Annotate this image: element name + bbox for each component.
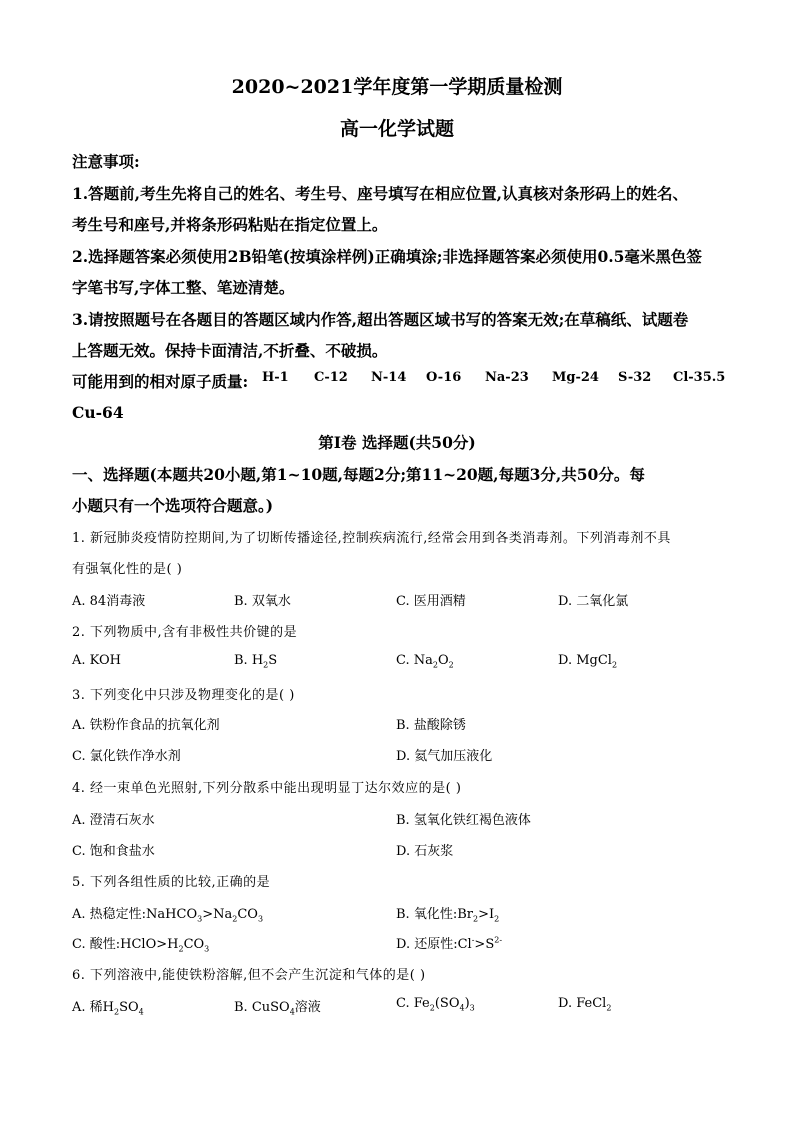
notice-item-1a: 1.答题前,考生先将自己的姓名、考生号、座号填写在相应位置,认真核对条形码上的姓名、 (72, 184, 688, 203)
question-4-stem: 4. 经一束单色光照射,下列分散系中能出现明显丁达尔效应的是( ) (72, 781, 462, 796)
question-3-option-a: A. 铁粉作食品的抗氧化剂 (72, 718, 220, 733)
question-5-option-a: A. 热稳定性$:NaHCO_3>Na_2CO_3$ (72, 907, 264, 924)
notice-item-3b: 上答题无效。保持卡面清洁,不折叠、不破损。 (72, 341, 388, 360)
question-5-option-d: D. 还原性$:Cl^->S^{2-}$ (396, 935, 503, 952)
question-1-stem-b: 有强氧化性的是( ) (72, 562, 183, 577)
question-2-option-d: D. MgCl$_2$ (558, 653, 618, 670)
question-6-option-c: C. $Fe_2(SO_4)_3$ (396, 996, 475, 1013)
question-5-option-c: C. 酸性$:HClO>H_2CO_3$ (72, 937, 210, 954)
question-3-stem: 3. 下列变化中只涉及物理变化的是( ) (72, 688, 295, 703)
exam-subtitle: 高一化学试题 (339, 118, 454, 140)
atomic-mass-n: N-14 (371, 370, 407, 385)
atomic-mass-na: Na-23 (485, 370, 529, 385)
notice-item-2a: 2.选择题答案必须使用2B铅笔(按填涂样例)正确填涂;非选择题答案必须使用0.5毫米黑色签 (72, 247, 702, 266)
question-4-option-a: A. 澄清石灰水 (72, 813, 155, 828)
question-3-option-b: B. 盐酸除锈 (396, 718, 466, 733)
notice-item-3a: 3.请按照题号在各题目的答题区域内作答,超出答题区域书写的答案无效;在草稿纸、试题卷 (72, 310, 689, 329)
question-1-option-c: C. 医用酒精 (396, 594, 466, 609)
question-6-stem: 6. 下列溶液中,能使铁粉溶解,但不会产生沉淀和气体的是( ) (72, 968, 426, 983)
atomic-mass-mg: Mg-24 (552, 370, 599, 385)
question-3-option-c: C. 氯化铁作净水剂 (72, 749, 181, 764)
notice-item-2b: 字笔书写,字体工整、笔迹清楚。 (72, 278, 295, 297)
question-3-option-d: D. 氦气加压液化 (396, 749, 493, 764)
section-title: 第Ⅰ卷 选择题(共50分) (318, 433, 476, 452)
question-6-option-b: B. CuSO$_4$溶液 (234, 1000, 321, 1017)
notice-heading: 注意事项: (72, 152, 140, 171)
question-2-option-c: C. $Na_2O_2$ (396, 653, 454, 670)
question-6-option-d: D. FeCl$_2$ (558, 996, 612, 1013)
question-4-option-c: C. 饱和食盐水 (72, 844, 155, 859)
atomic-mass-cl: Cl-35.5 (673, 370, 726, 385)
question-4-option-d: D. 石灰浆 (396, 844, 454, 859)
atomic-mass-label: 可能用到的相对原子质量: (72, 372, 249, 391)
atomic-mass-cu: Cu-64 (72, 403, 124, 422)
question-1-stem-a: 1. 新冠肺炎疫情防控期间,为了切断传播途径,控制疾病流行,经常会用到各类消毒剂。下列消毒剂不具 (72, 531, 671, 546)
question-2-stem: 2. 下列物质中,含有非极性共价键的是 (72, 625, 298, 640)
question-2-option-a: A. KOH (72, 653, 122, 668)
question-4-option-b: B. 氢氧化铁红褐色液体 (396, 813, 531, 828)
section-intro-b: 小题只有一个选项符合题意。) (72, 496, 274, 515)
exam-title: 2020~2021学年度第一学期质量检测 (231, 76, 563, 98)
section-intro-a: 一、选择题(本题共20小题,第1~10题,每题2分;第11~20题,每题3分,共50分。每 (72, 465, 645, 484)
atomic-mass-h: H-1 (262, 370, 289, 385)
question-5-option-b: B. 氧化性$:Br_2>I_2$ (396, 907, 500, 924)
question-1-option-a: A. 84消毒液 (72, 594, 146, 609)
question-6-option-a: A. 稀$H_2SO_4$ (72, 1000, 144, 1017)
question-1-option-b: B. 双氧水 (234, 594, 291, 609)
question-5-stem: 5. 下列各组性质的比较,正确的是 (72, 875, 271, 890)
notice-item-1b: 考生号和座号,并将条形码粘贴在指定位置上。 (72, 215, 388, 234)
question-1-option-d: D. 二氧化氯 (558, 594, 629, 609)
atomic-mass-s: S-32 (618, 370, 652, 385)
atomic-mass-o: O-16 (426, 370, 462, 385)
question-2-option-b: B. $H_2S$ (234, 653, 278, 670)
atomic-mass-c: C-12 (314, 370, 348, 385)
